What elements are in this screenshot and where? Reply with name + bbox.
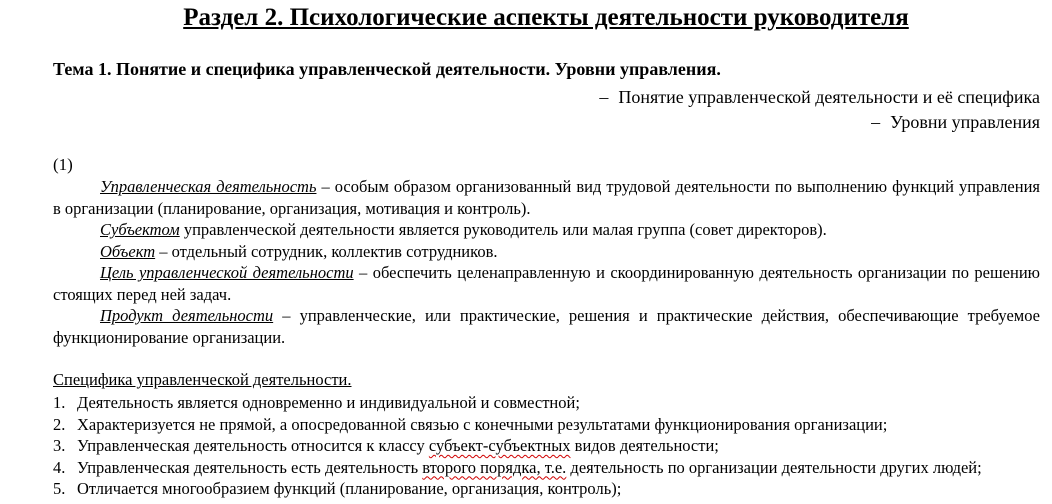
- topic-bullet-list: [599, 85, 1040, 135]
- bullet-dash: –: [871, 112, 881, 132]
- list-item-text: Управленческая деятельность относится к классу: [77, 436, 429, 455]
- list-item: [53, 392, 1040, 414]
- bullet-text: Понятие управленческой деятельности и её специфика: [618, 87, 1040, 107]
- bullet-text: Уровни управления: [890, 112, 1040, 132]
- definition-text: – управленческие, или практические, решения и практические действия, обеспечивающие требуемое функционирование организации.: [53, 306, 1040, 347]
- list-item: [53, 414, 1040, 436]
- definition-term: Объект: [100, 241, 156, 261]
- list-item-number: 1.: [53, 393, 66, 412]
- grammar-flagged-text[interactable]: второго порядка, т.е.: [422, 457, 567, 477]
- bullet-dash: –: [599, 87, 609, 107]
- definition-term: Управленческая деятельность: [100, 177, 317, 196]
- topic-title: Тема 1. Понятие и специфика управленческой деятельности. Уровни управления.: [53, 59, 721, 79]
- list-item-text: Отличается многообразием функций (планирование, организация, контроль);: [77, 479, 622, 498]
- topic-bullet: [599, 85, 1040, 110]
- definition-term: Субъектом: [100, 220, 180, 239]
- topic-bullet: [599, 110, 1040, 135]
- list-item-text-end: видов деятельности;: [570, 436, 719, 455]
- definition-text: – отдельный сотрудник, коллектив сотрудников.: [155, 241, 498, 261]
- list-item-text: Деятельность является одновременно и индивидуальной и совместной;: [77, 393, 580, 412]
- definition-term: Цель управленческой деятельности: [100, 263, 354, 282]
- list-item-number: 2.: [53, 414, 66, 434]
- definition-text: управленческой деятельности является руководитель или малая группа (совет директоров).: [179, 220, 827, 239]
- definition-paragraph: [53, 305, 1040, 348]
- definition-paragraph: [53, 241, 1040, 263]
- definitions-block: [53, 176, 1040, 348]
- definition-text: – особым образом организованный вид трудовой деятельности по выполнению функций управления в организации (планирование, организация, мотивация и контроль).: [53, 177, 1040, 218]
- list-item-text: Управленческая деятельность есть деятельность: [77, 457, 423, 477]
- section-title: Раздел 2. Психологические аспекты деятельности руководителя: [183, 4, 909, 31]
- definition-paragraph: [53, 176, 1040, 219]
- spellcheck-flagged-text[interactable]: субъект-субъектных: [428, 436, 571, 455]
- list-item-text: Характеризуется не прямой, а опосредованной связью с конечными результатами функционирования организации;: [77, 414, 888, 434]
- definition-term: Продукт деятельности: [100, 306, 274, 325]
- list-item: [53, 478, 1040, 500]
- definition-paragraph: [53, 219, 1040, 241]
- specifics-list: [53, 392, 1040, 500]
- list-item-number: 3.: [53, 436, 66, 455]
- list-item-text-end: деятельность по организации деятельности других людей;: [566, 457, 982, 477]
- definition-text: – обеспечить целенаправленную и скоординированную деятельность организации по решению стоящих перед ней задач.: [53, 263, 1040, 304]
- definition-paragraph: [53, 262, 1040, 305]
- specifics-heading: Специфика управленческой деятельности.: [53, 370, 352, 389]
- list-item-number: 4.: [53, 457, 66, 477]
- list-item: [53, 435, 1040, 457]
- paragraph-marker: (1): [53, 155, 73, 174]
- list-item: [53, 457, 1040, 479]
- list-item-number: 5.: [53, 479, 66, 498]
